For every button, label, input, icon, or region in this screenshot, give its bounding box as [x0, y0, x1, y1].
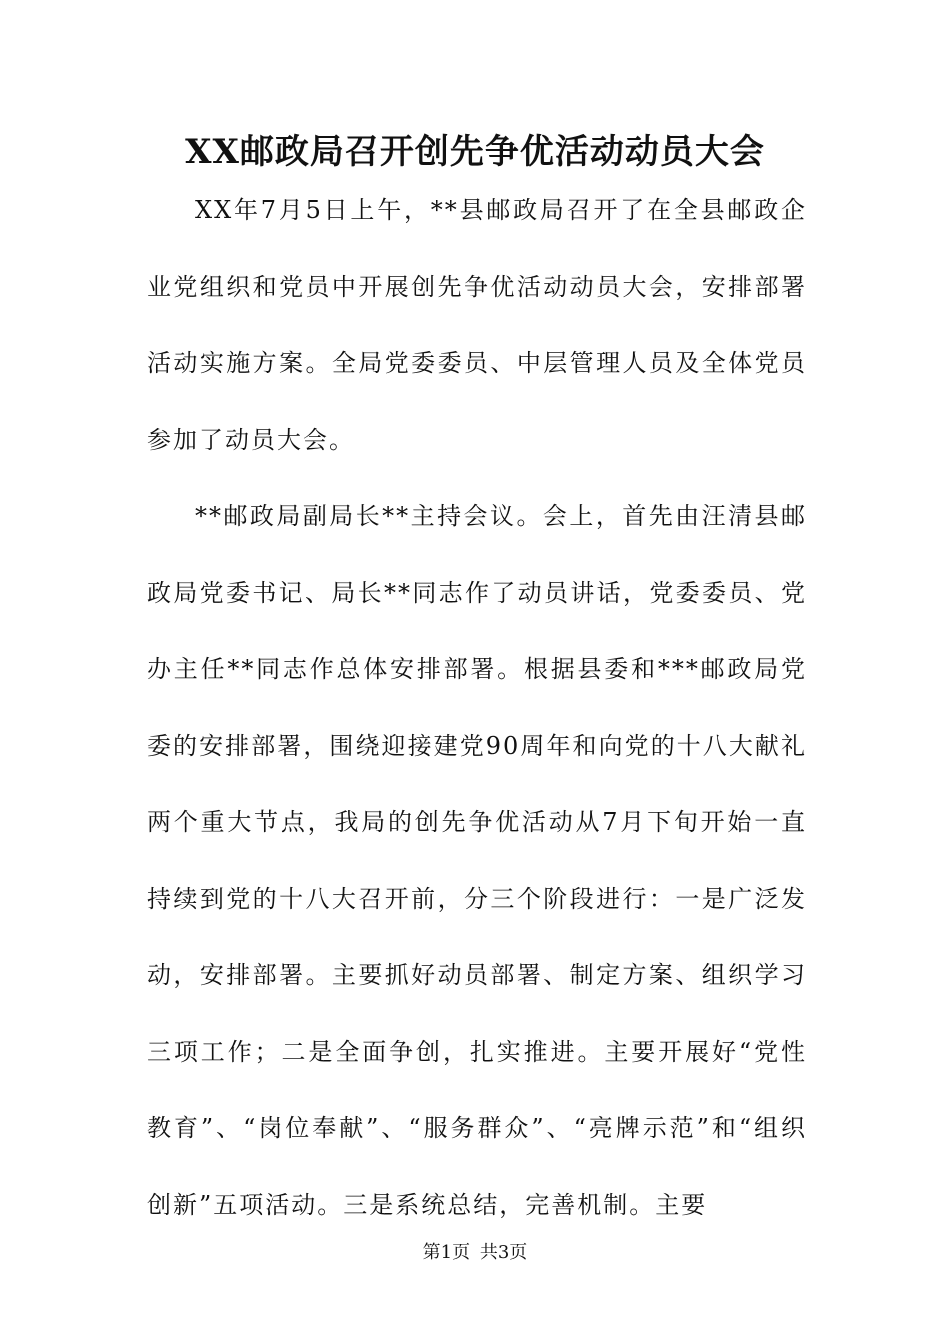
paragraph-2: **邮政局副局长**主持会议。会上，首先由汪清县邮政局党委书记、局长**同志作了动员讲话，党委委员、党办主任**同志作总体安排部署。根据县委和***邮政局党委的安排部署，围绕迎接建党90周年和向党的十八大献礼两个重大节点，我局的创先争优活动从7月下旬开始一直持续到党的十八大召开前，分三个阶段进行：一是广泛发动，安排部署。主要抓好动员部署、制定方案、组织学习三项工作；二是全面争创，扎实推进。主要开展好“党性教育”、“岗位奉献”、“服务群众”、“亮牌示范”和“组织创新”五项活动。三是系统总结，完善机制。主要	[147, 502, 807, 1219]
page-total: 共3页	[479, 1242, 528, 1263]
page-footer	[0, 1241, 950, 1265]
page-number: 第1页	[422, 1242, 471, 1263]
document-body	[147, 172, 807, 1243]
document-title: XX邮政局召开创先争优活动动员大会	[185, 132, 765, 172]
paragraph-1: XX年7月5日上午，**县邮政局召开了在全县邮政企业党组织和党员中开展创先争优活动动员大会，安排部署活动实施方案。全局党委委员、中层管理人员及全体党员参加了动员大会。	[147, 196, 807, 454]
